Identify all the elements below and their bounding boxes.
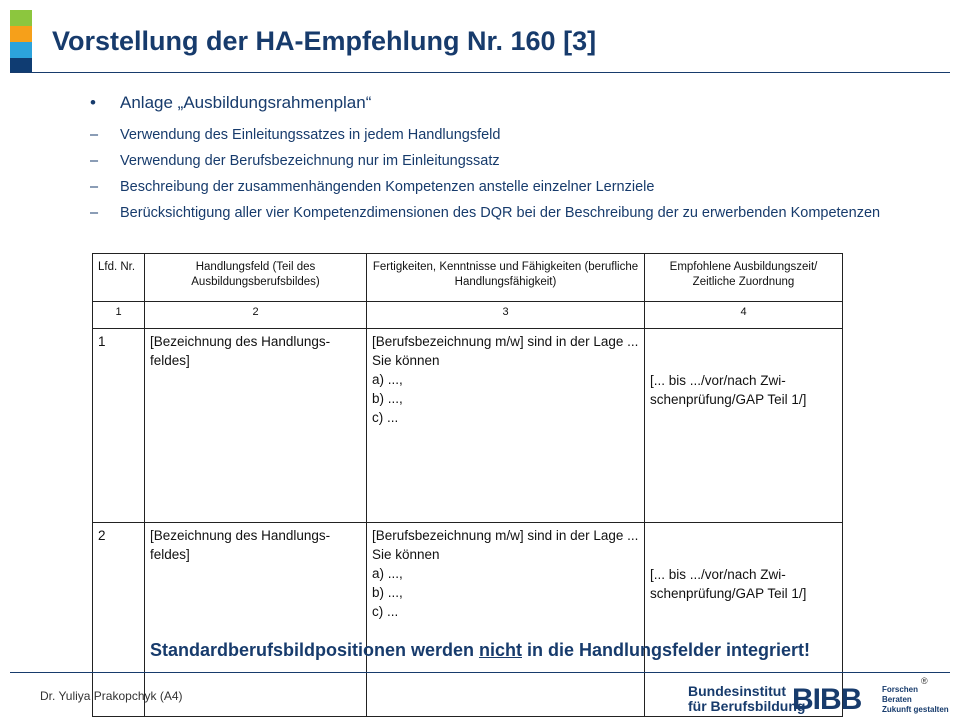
bullet-dot-icon: • <box>90 93 96 112</box>
main-bullet-text: Anlage „Ausbildungsrahmenplan“ <box>120 93 372 112</box>
registered-mark: ® <box>921 676 928 686</box>
field-cell: [Bezeichnung des Handlungs-feldes] <box>145 523 367 717</box>
brand-color-bar <box>10 10 32 72</box>
skills-b: b) ..., <box>372 391 403 406</box>
row-number: 1 <box>93 329 145 523</box>
skills-intro: [Berufsbezeichnung m/w] sind in der Lage ... <box>372 528 639 543</box>
skills-can: Sie können <box>372 547 440 562</box>
time-cell: [... bis .../vor/nach Zwi-schenprüfung/GAP Teil 1/] <box>645 523 843 717</box>
color-bar-green <box>10 10 32 26</box>
sub-bullet <box>90 204 910 223</box>
bibb-logo <box>688 683 950 717</box>
skills-cell <box>367 523 645 717</box>
skills-a: a) ..., <box>372 372 403 387</box>
dash-icon: – <box>90 179 99 195</box>
header-cell: Fertigkeiten, Kenntnisse und Fähigkeiten (berufliche Handlungsfähigkeit) <box>367 254 645 302</box>
key-statement <box>0 640 960 661</box>
key-statement-after: in die Handlungsfelder integriert! <box>522 640 811 660</box>
row-number: 2 <box>93 523 145 717</box>
author-label: Dr. Yuliya Prakopchyk (A4) <box>40 689 183 703</box>
key-statement-emphasis: nicht <box>479 640 522 660</box>
column-number: 2 <box>145 302 367 329</box>
table-header-row <box>93 254 843 302</box>
sub-bullet <box>90 178 910 197</box>
column-number: 4 <box>645 302 843 329</box>
sub-bullet-text: Verwendung des Einleitungssatzes in jedem Handlungsfeld <box>120 127 501 143</box>
main-bullet <box>90 93 910 119</box>
slogan-line-3: Zukunft gestalten <box>882 705 949 714</box>
sub-bullet-text: Verwendung der Berufsbezeichnung nur im Einleitungssatz <box>120 153 500 169</box>
sub-bullet-text: Beschreibung der zusammenhängenden Kompetenzen anstelle einzelner Lernziele <box>120 179 655 195</box>
skills-cell <box>367 329 645 523</box>
skills-b: b) ..., <box>372 585 403 600</box>
column-number: 3 <box>367 302 645 329</box>
dash-icon: – <box>90 127 99 143</box>
skills-can: Sie können <box>372 353 440 368</box>
dash-icon: – <box>90 153 99 169</box>
sub-bullet <box>90 152 910 171</box>
time-cell: [... bis .../vor/nach Zwi-schenprüfung/GAP Teil 1/] <box>645 329 843 523</box>
table-row <box>93 329 843 523</box>
logo-slogan <box>882 685 949 715</box>
column-number-row <box>93 302 843 329</box>
slide-title: Vorstellung der HA-Empfehlung Nr. 160 [3] <box>52 26 597 56</box>
logo-line-1: Bundesinstitut <box>688 683 786 699</box>
header-cell: Lfd. Nr. <box>93 254 145 302</box>
title-divider <box>10 72 950 73</box>
color-bar-dark-blue <box>10 58 32 72</box>
color-bar-orange <box>10 26 32 42</box>
skills-c: c) ... <box>372 604 399 619</box>
slogan-line-1: Forschen <box>882 685 919 694</box>
sub-bullet-text: Berücksichtigung aller vier Kompetenzdimensionen des DQR bei der Beschreibung der zu erwerbenden Kompetenzen <box>120 205 881 221</box>
header-cell: Empfohlene Ausbildungszeit/ Zeitliche Zuordnung <box>645 254 843 302</box>
color-bar-light-blue <box>10 42 32 58</box>
skills-c: c) ... <box>372 410 399 425</box>
skills-intro: [Berufsbezeichnung m/w] sind in der Lage ... <box>372 334 639 349</box>
key-statement-before: Standardberufsbildpositionen werden <box>149 640 479 660</box>
bullet-list <box>90 93 910 223</box>
slogan-line-2: Beraten <box>882 695 912 704</box>
logo-wordmark: BIBB <box>792 683 862 716</box>
field-cell: [Bezeichnung des Handlungs-feldes] <box>145 329 367 523</box>
sub-bullet <box>90 126 910 145</box>
logo-line-2: für Berufsbildung <box>688 698 806 714</box>
column-number: 1 <box>93 302 145 329</box>
footer-divider <box>10 672 950 673</box>
header-cell: Handlungsfeld (Teil des Ausbildungsberufsbildes) <box>145 254 367 302</box>
logo-institute-name <box>688 684 805 714</box>
dash-icon: – <box>90 205 99 221</box>
skills-a: a) ..., <box>372 566 403 581</box>
